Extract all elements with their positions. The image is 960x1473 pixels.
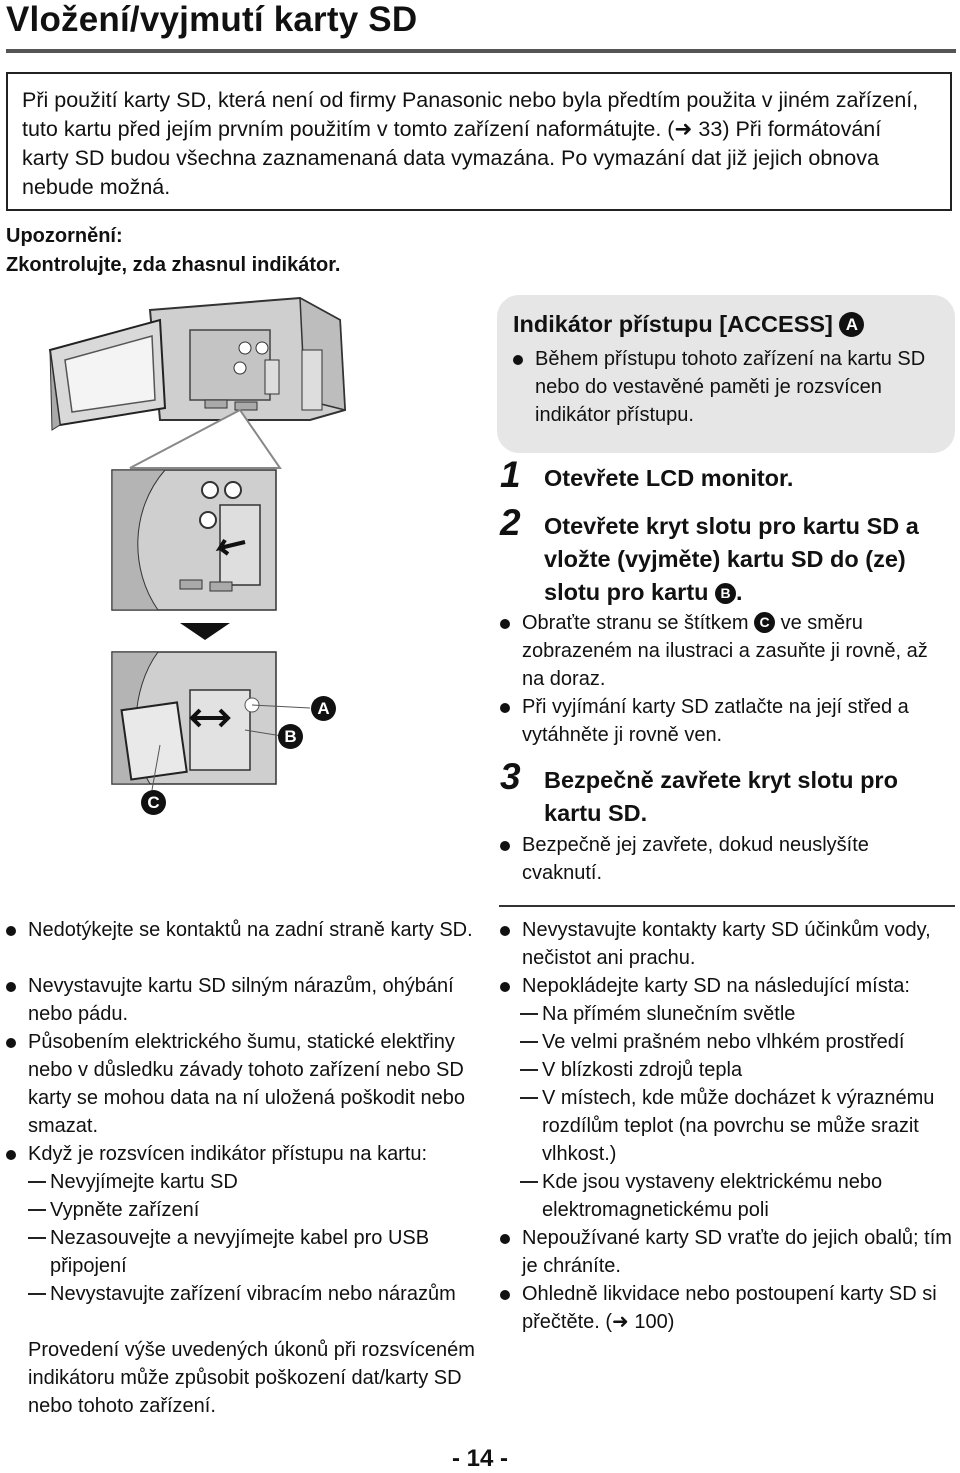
label-a: A [311, 696, 336, 721]
right-note-4: Ohledně likvidace nebo postoupení karty SD si přečtěte. (➜ 100) [500, 1280, 952, 1336]
right-dash-4: V místech, kde může docházet k výraznému rozdílům teplot (na povrchu se může srazit vlhkost.) [520, 1084, 940, 1168]
warning-text: Zkontrolujte, zda zhasnul indikátor. [6, 254, 341, 276]
warning [6, 222, 340, 280]
right-dash-3: V blízkosti zdrojů tepla [520, 1056, 956, 1084]
right-note-2: Nepokládejte karty SD na následující místa: [500, 972, 956, 1000]
left-dash-2: Vypněte zařízení [28, 1196, 468, 1224]
left-note-1: Nedotýkejte se kontaktů na zadní straně karty SD. [6, 916, 476, 944]
right-dash-1: Na přímém slunečním světle [520, 1000, 956, 1028]
right-note-3: Nepoužívané karty SD vraťte do jejich obalů; tím je chráníte. [500, 1224, 952, 1280]
left-dash-1: Nevyjímejte kartu SD [28, 1168, 468, 1196]
right-note-1: Nevystavujte kontakty karty SD účinkům vody, nečistot ani prachu. [500, 916, 952, 972]
step3-bullet: Bezpečně jej zavřete, dokud neuslyšíte cvaknutí. [500, 831, 952, 887]
left-dash-3: Nezasouvejte a nevyjímejte kabel pro USB připojení [28, 1224, 468, 1280]
warning-label: Upozornění: [6, 225, 123, 247]
title-rule [6, 49, 956, 53]
section-divider [499, 905, 955, 907]
step-2: 2 Otevřete kryt slotu pro kartu SD a vložte (vyjměte) kartu SD do (ze) slotu pro kartu B . [500, 502, 919, 605]
left-note-2: Nevystavujte kartu SD silným nárazům, ohýbání nebo pádu. [6, 972, 476, 1028]
left-note-4: Když je rozsvícen indikátor přístupu na kartu: [6, 1140, 476, 1168]
step2-bullet-2: Při vyjímání karty SD zatlačte na její střed a vytáhněte ji rovně ven. [500, 693, 952, 749]
label-b: B [278, 724, 303, 749]
access-indicator-box [497, 295, 955, 453]
notice-box [6, 72, 952, 211]
right-dash-2: Ve velmi prašném nebo vlhkém prostředí [520, 1028, 960, 1056]
camcorder-illustration [40, 290, 490, 830]
left-closing: Provedení výše uvedených úkonů při rozsvíceném indikátoru může způsobit poškození dat/karty SD nebo tohoto zařízení. [28, 1339, 475, 1417]
marker-a: A [839, 312, 864, 337]
label-c: C [141, 790, 166, 815]
step2-bullet-1: Obraťte stranu se štítkem C ve směru zobrazeném na ilustraci a zasuňte ji rovně, až na doraz. [500, 609, 952, 693]
access-bullet: Během přístupu tohoto zařízení na kartu SD nebo do vestavěné paměti je rozsvícen indikátor přístupu. [513, 345, 943, 429]
notice-text: Při použití karty SD, která není od firmy Panasonic nebo byla předtím použita v jiném zařízení, tuto kartu před jejím prvním použitím v tomto zařízení naformátujte. (➜ 33) Při formátování karty SD budou všechna zaznamenaná data vymazána. Po vymazání dat již jejich obnova nebude možná. [22, 88, 919, 199]
page-title: Vložení/vyjmutí karty SD [6, 0, 418, 39]
left-note-3: Působením elektrického šumu, statické elektřiny nebo v důsledku závady tohoto zařízení nebo SD karty se mohou data na ní uložená poškodit nebo smazat. [6, 1028, 476, 1140]
step-1: 1 Otevřete LCD monitor. [500, 454, 794, 495]
left-dash-4: Nevystavujte zařízení vibracím nebo nárazům [28, 1280, 468, 1308]
access-title: Indikátor přístupu [ACCESS] A [513, 311, 864, 338]
right-dash-5: Kde jsou vystaveny elektrickému nebo elektromagnetickému poli [520, 1168, 956, 1224]
step-3: 3 Bezpečně zavřete kryt slotu pro kartu SD. [500, 756, 898, 826]
page-number: - 14 - [451, 1445, 508, 1472]
